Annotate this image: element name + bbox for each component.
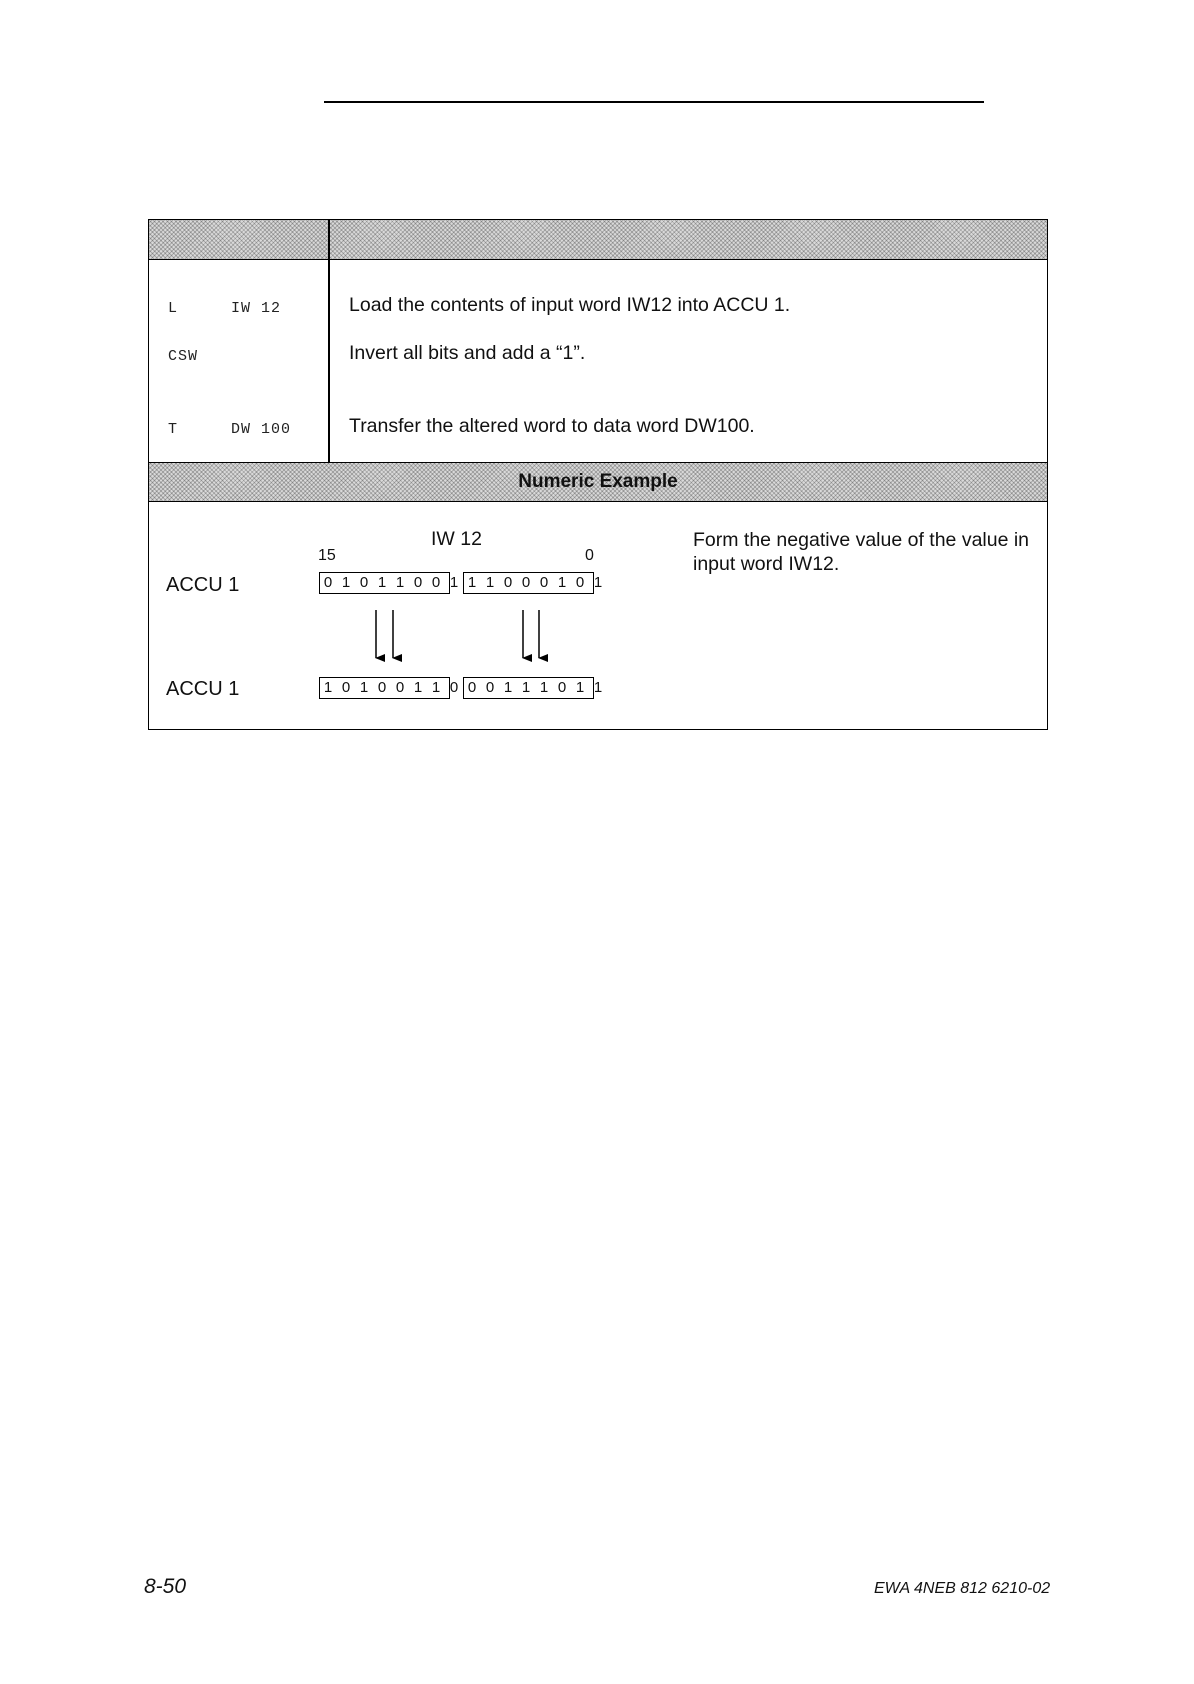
numeric-example-title: Numeric Example: [518, 471, 678, 492]
bit-cell: 0: [449, 679, 459, 696]
bit-cell: 0: [485, 679, 495, 696]
stmt-desc-1: Load the contents of input word IW12 into ACCU 1.: [349, 294, 791, 316]
bit-cell: 1: [539, 679, 549, 696]
stmt-op-1: L: [168, 300, 179, 317]
bit-low-label: 0: [585, 547, 594, 564]
column-divider: [328, 260, 330, 462]
bit-cell: 0: [539, 574, 549, 591]
header-divider: [328, 220, 330, 260]
word-label: IW 12: [431, 528, 482, 550]
accu-label-after: ACCU 1: [166, 678, 240, 700]
bit-cell: 1: [593, 574, 603, 591]
bit-cell: 1: [377, 574, 387, 591]
top-rule: [324, 101, 984, 103]
bit-cell: 0: [431, 574, 441, 591]
bit-cell: 1: [521, 679, 531, 696]
stmt-operand-1: IW 12: [231, 300, 282, 317]
accu-label-before: ACCU 1: [166, 574, 240, 596]
bit-cell: 0: [377, 679, 387, 696]
statement-table: [148, 219, 1048, 730]
bit-cell: 0: [503, 574, 513, 591]
bit-cell: 1: [557, 574, 567, 591]
example-note: Form the negative value of the value in input word IW12.: [693, 529, 1030, 575]
bit-cell: 1: [503, 679, 513, 696]
bit-cell: 1: [395, 574, 405, 591]
stmt-desc-3: Transfer the altered word to data word DW100.: [349, 415, 755, 437]
bit-cell: 1: [575, 679, 585, 696]
bit-cell: 1: [341, 574, 351, 591]
bit-cell: 1: [485, 574, 495, 591]
document-id: EWA 4NEB 812 6210-02: [874, 1580, 1051, 1597]
bit-cell: 1: [323, 679, 333, 696]
stmt-desc-2: Invert all bits and add a “1”.: [349, 342, 586, 364]
bit-cell: 1: [593, 679, 603, 696]
bit-cell: 0: [395, 679, 405, 696]
bit-cell: 1: [413, 679, 423, 696]
stmt-op-3: T: [168, 421, 179, 438]
bit-cell: 1: [467, 574, 477, 591]
bit-cell: 0: [359, 574, 369, 591]
bit-cell: 1: [449, 574, 459, 591]
page-number: 8-50: [144, 1575, 187, 1598]
bit-cell: 1: [359, 679, 369, 696]
bit-high-label: 15: [318, 547, 336, 564]
bit-cell: 0: [521, 574, 531, 591]
bit-cell: 0: [323, 574, 333, 591]
stmt-op-2: CSW: [168, 348, 199, 365]
numeric-example-header: [149, 462, 1047, 502]
bit-cell: 0: [413, 574, 423, 591]
bit-cell: 1: [431, 679, 441, 696]
table-header-row: [149, 220, 1047, 260]
stmt-operand-3: DW 100: [231, 421, 292, 438]
bit-cell: 0: [557, 679, 567, 696]
bit-cell: 0: [341, 679, 351, 696]
bit-cell: 0: [575, 574, 585, 591]
bit-cell: 0: [467, 679, 477, 696]
arrow-group: [149, 220, 150, 221]
